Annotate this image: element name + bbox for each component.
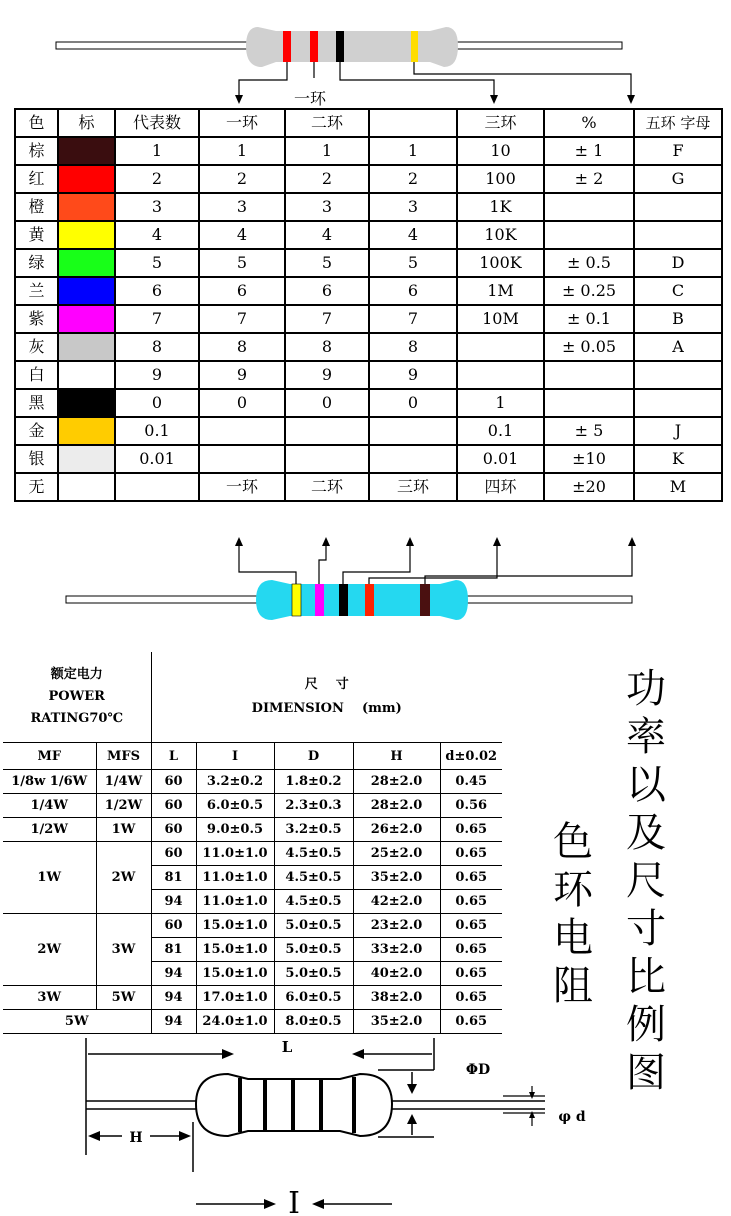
color-mult-cell: 1K [457,193,544,221]
color-tol-cell: ±10 [544,445,634,473]
dimension-mf-cell: 1/4W [3,794,96,818]
left-lead [56,42,250,49]
dimension-row [3,770,502,794]
L-label: L [281,1038,293,1056]
dimension-mf-cell: 5W [3,1010,151,1034]
dimension-mf-cell: 1W [3,842,96,914]
color-letter-cell: A [634,333,722,361]
color-ring3-cell: 0 [369,389,457,417]
dimension-mf-cell: 3W [3,986,96,1010]
color-letter-cell: J [634,417,722,445]
color-value-cell: 0.1 [115,417,199,445]
color-table-header-cell: 三环 [457,109,544,137]
dimension-d-cell: 0.65 [440,986,502,1010]
color-swatch [58,249,115,277]
bottom-band-brown [420,584,430,616]
color-ring2-cell: 4 [285,221,369,249]
color-ring1-cell: 一环 [199,473,285,501]
color-name: 兰 [15,277,58,305]
color-table-row [15,137,722,165]
color-table-row [15,277,722,305]
dimension-I-cell: 24.0±1.0 [196,1010,274,1034]
color-ring2-cell: 5 [285,249,369,277]
color-table-row [15,165,722,193]
color-swatch-fill [59,390,114,416]
H-left-arrowhead [88,1131,100,1141]
color-letter-cell: G [634,165,722,193]
color-value-cell: 5 [115,249,199,277]
dimension-header-cell: L [151,743,196,770]
color-swatch-fill [59,446,114,472]
right-lead [452,42,622,49]
I-right-arrowhead [312,1199,324,1209]
color-value-cell: 6 [115,277,199,305]
dimension-mfs-cell: 2W [96,842,151,914]
dimension-H-cell: 38±2.0 [353,986,440,1010]
color-tol-cell [544,193,634,221]
dimension-D-cell: 4.5±0.5 [274,890,353,914]
color-value-cell: 1 [115,137,199,165]
color-ring3-cell: 5 [369,249,457,277]
dimension-mf-cell: 1/2W [3,818,96,842]
color-swatch-fill [59,194,114,220]
dimension-I-cell: 15.0±1.0 [196,962,274,986]
dimension-I-cell: 11.0±1.0 [196,842,274,866]
color-mult-cell: 1M [457,277,544,305]
color-table-row [15,361,722,389]
dimension-H-cell: 35±2.0 [353,1010,440,1034]
color-ring3-cell: 9 [369,361,457,389]
dimension-header-cell: H [353,743,440,770]
color-tol-cell: ± 2 [544,165,634,193]
bottom-resistor-diagram [0,530,731,630]
color-value-cell: 3 [115,193,199,221]
color-table-header-cell: 代表数 [115,109,199,137]
dimension-D-cell: 2.3±0.3 [274,794,353,818]
color-swatch [58,277,115,305]
color-value-cell: 0 [115,389,199,417]
bottom-band-yellow [292,584,301,616]
dimension-mfs-cell: 1W [96,818,151,842]
power-rating: RATING70℃ [30,711,124,726]
dimension-table [3,652,502,1034]
dimension-row [3,842,502,866]
color-ring2-cell [285,417,369,445]
color-value-cell: 2 [115,165,199,193]
band-black [336,31,344,62]
color-table-row [15,389,722,417]
color-ring1-cell: 8 [199,333,285,361]
color-tol-cell: ±20 [544,473,634,501]
dimension-L-cell: 60 [151,818,196,842]
color-swatch [58,473,115,501]
dimension-D-cell: 8.0±0.5 [274,1010,353,1034]
color-ring2-cell: 3 [285,193,369,221]
dimension-L-cell: 94 [151,890,196,914]
color-swatch [58,389,115,417]
color-name: 橙 [15,193,58,221]
color-tol-cell: ± 0.1 [544,305,634,333]
dimension-d-cell: 0.65 [440,1010,502,1034]
unit-label: (mm) [362,701,402,716]
color-mult-cell: 100K [457,249,544,277]
color-tol-cell: ± 0.05 [544,333,634,361]
dimension-D-cell: 6.0±0.5 [274,986,353,1010]
dimension-d-cell: 0.65 [440,890,502,914]
color-swatch [58,417,115,445]
color-mult-cell: 10K [457,221,544,249]
color-ring3-cell: 三环 [369,473,457,501]
color-table-header-cell: 五环 字母 [634,109,722,137]
dimension-header [151,652,502,743]
color-value-cell: 4 [115,221,199,249]
resistor-body [246,27,458,67]
bottom-leader-lines [239,542,632,588]
top-ring-label: 一环 [293,89,327,108]
dimension-d-cell: 0.65 [440,818,502,842]
color-swatch [58,361,115,389]
band-red-2 [310,31,318,62]
color-ring2-cell [285,445,369,473]
color-swatch-fill [59,474,114,500]
color-ring2-cell: 2 [285,165,369,193]
color-table-header-cell [369,109,457,137]
color-mult-cell [457,333,544,361]
dimension-D-cell: 1.8±0.2 [274,770,353,794]
color-swatch-fill [59,306,114,332]
dimension-I-cell: 11.0±1.0 [196,890,274,914]
color-ring1-cell: 6 [199,277,285,305]
color-letter-cell: D [634,249,722,277]
right-title: 功 率 以 及 尺 寸 比 例 图 [626,666,666,1096]
color-ring1-cell [199,445,285,473]
color-name: 绿 [15,249,58,277]
color-table-row [15,249,722,277]
color-swatch-fill [59,362,114,388]
color-table-row [15,333,722,361]
color-ring3-cell: 6 [369,277,457,305]
color-table-header-cell: % [544,109,634,137]
color-table-row [15,417,722,445]
color-ring3-cell [369,445,457,473]
color-tol-cell [544,221,634,249]
dimension-L-cell: 94 [151,1010,196,1034]
dimension-mf-cell: 1/8w 1/6W [3,770,96,794]
dimension-L-cell: 94 [151,986,196,1010]
dimension-row [3,794,502,818]
bottom-band-black [339,584,348,616]
power-rating-header [3,652,151,743]
color-name: 黑 [15,389,58,417]
dimension-D-cell: 5.0±0.5 [274,938,353,962]
dimension-L-cell: 94 [151,962,196,986]
color-name: 无 [15,473,58,501]
dimension-header-cell: I [196,743,274,770]
color-value-cell: 0.01 [115,445,199,473]
color-letter-cell [634,361,722,389]
bottom-right-lead [462,596,632,603]
color-mult-cell: 100 [457,165,544,193]
dimension-header-cell: MFS [96,743,151,770]
color-ring3-cell: 4 [369,221,457,249]
color-letter-cell: C [634,277,722,305]
color-swatch-fill [59,250,114,276]
dimension-mfs-cell: 1/2W [96,794,151,818]
dimension-I-cell: 3.2±0.2 [196,770,274,794]
color-letter-cell [634,389,722,417]
bottom-left-lead [66,596,260,603]
color-mult-cell [457,361,544,389]
left-title: 色 环 电 阻 [553,819,593,1009]
color-ring1-cell: 7 [199,305,285,333]
I-left-arrowhead [264,1199,276,1209]
dimension-label: DIMENSION [251,701,344,716]
dimension-D-cell: 4.5±0.5 [274,842,353,866]
color-ring2-cell: 6 [285,277,369,305]
band-red-1 [283,31,291,62]
color-ring3-cell: 1 [369,137,457,165]
color-name: 金 [15,417,58,445]
dimension-d-cell: 0.56 [440,794,502,818]
dimension-D-cell: 5.0±0.5 [274,962,353,986]
dimension-I-cell: 6.0±0.5 [196,794,274,818]
dimension-d-cell: 0.65 [440,938,502,962]
dimension-drawing [0,1030,731,1216]
dimension-L-cell: 81 [151,938,196,962]
color-ring2-cell: 1 [285,137,369,165]
color-name: 棕 [15,137,58,165]
dimension-header-cell: D [274,743,353,770]
top-resistor-diagram [0,0,731,108]
dimension-en [152,697,503,721]
power-en: POWER [48,689,105,704]
color-table-row [15,193,722,221]
color-mult-cell: 0.1 [457,417,544,445]
color-swatch-fill [59,166,114,192]
color-ring1-cell: 9 [199,361,285,389]
color-mult-cell: 1 [457,389,544,417]
color-table-row [15,445,722,473]
power-cn: 额定电力 [50,667,103,682]
dimension-I-cell: 11.0±1.0 [196,866,274,890]
color-tol-cell: ± 0.25 [544,277,634,305]
color-ring2-cell: 7 [285,305,369,333]
D-arrowhead-bottom [407,1114,417,1124]
color-swatch-fill [59,334,114,360]
color-letter-cell: B [634,305,722,333]
color-name: 银 [15,445,58,473]
I-label: I [288,1186,300,1216]
L-right-arrowhead [352,1049,364,1059]
color-name: 紫 [15,305,58,333]
dimension-d-cell: 0.45 [440,770,502,794]
color-tol-cell: ± 5 [544,417,634,445]
dimension-row [3,914,502,938]
color-ring1-cell: 3 [199,193,285,221]
color-mult-cell: 10M [457,305,544,333]
color-swatch [58,221,115,249]
d-arrowhead-bottom [529,1111,535,1118]
color-ring3-cell: 7 [369,305,457,333]
dimension-I-cell: 9.0±0.5 [196,818,274,842]
dimension-D-cell: 3.2±0.5 [274,818,353,842]
band-gold [411,31,418,62]
color-letter-cell [634,193,722,221]
dimension-header-cell: d±0.02 [440,743,502,770]
color-tol-cell: ± 1 [544,137,634,165]
dimension-d-cell: 0.65 [440,914,502,938]
color-swatch-fill [59,278,114,304]
dimension-header-cell: MF [3,743,96,770]
color-ring3-cell: 2 [369,165,457,193]
color-ring3-cell: 3 [369,193,457,221]
dimension-H-cell: 28±2.0 [353,794,440,818]
color-value-cell: 7 [115,305,199,333]
bottom-band-red [365,584,374,616]
dimension-H-cell: 26±2.0 [353,818,440,842]
color-ring1-cell: 2 [199,165,285,193]
bottom-band-violet [315,584,324,616]
color-letter-cell: F [634,137,722,165]
d-label: φ d [558,1109,586,1125]
color-swatch [58,137,115,165]
color-letter-cell [634,221,722,249]
color-letter-cell: M [634,473,722,501]
color-swatch-fill [59,418,114,444]
color-swatch-fill [59,138,114,164]
color-value-cell: 9 [115,361,199,389]
dimension-H-cell: 33±2.0 [353,938,440,962]
H-right-arrowhead [179,1131,191,1141]
color-swatch [58,165,115,193]
color-letter-cell: K [634,445,722,473]
dimension-mf-cell: 2W [3,914,96,986]
dimension-d-cell: 0.65 [440,866,502,890]
D-label: ΦD [465,1062,491,1078]
color-swatch [58,333,115,361]
color-table-header-cell: 一环 [199,109,285,137]
dimension-row [3,986,502,1010]
dimension-row [3,818,502,842]
color-name: 灰 [15,333,58,361]
color-ring1-cell: 0 [199,389,285,417]
dimension-I-cell: 17.0±1.0 [196,986,274,1010]
dimension-D-cell: 4.5±0.5 [274,866,353,890]
L-left-arrowhead [222,1049,234,1059]
color-ring3-cell: 8 [369,333,457,361]
size-cn: 尺 寸 [304,677,349,692]
dimension-H-cell: 42±2.0 [353,890,440,914]
color-ring2-cell: 二环 [285,473,369,501]
color-mult-cell: 10 [457,137,544,165]
color-table-row [15,473,722,501]
dimension-mfs-cell: 3W [96,914,151,986]
color-table-row [15,305,722,333]
color-table-header-cell: 色 [15,109,58,137]
dimension-H-cell: 23±2.0 [353,914,440,938]
dimension-d-cell: 0.65 [440,962,502,986]
color-swatch-fill [59,222,114,248]
color-ring3-cell [369,417,457,445]
dimension-L-cell: 60 [151,842,196,866]
color-table-row [15,221,722,249]
color-ring2-cell: 8 [285,333,369,361]
color-table-header-row [15,109,722,137]
color-value-cell [115,473,199,501]
color-ring1-cell: 1 [199,137,285,165]
color-table-header-cell: 二环 [285,109,369,137]
color-ring2-cell: 9 [285,361,369,389]
bottom-resistor-body [256,580,468,620]
color-swatch [58,305,115,333]
color-name: 红 [15,165,58,193]
D-arrowhead-top [407,1084,417,1094]
color-ring1-cell: 4 [199,221,285,249]
color-table-header-cell: 标 [58,109,115,137]
dimension-H-cell: 28±2.0 [353,770,440,794]
color-name: 黄 [15,221,58,249]
dimension-mfs-cell: 5W [96,986,151,1010]
color-name: 白 [15,361,58,389]
dimension-H-cell: 25±2.0 [353,842,440,866]
dimension-table-header-row [3,743,502,770]
color-code-table [14,108,723,502]
dimension-d-cell: 0.65 [440,842,502,866]
dimension-H-cell: 35±2.0 [353,866,440,890]
dimension-mfs-cell: 1/4W [96,770,151,794]
dimension-I-cell: 15.0±1.0 [196,938,274,962]
bottom-arrowheads [235,537,636,546]
dimension-L-cell: 60 [151,914,196,938]
color-ring1-cell [199,417,285,445]
color-swatch [58,193,115,221]
dimension-I-cell: 15.0±1.0 [196,914,274,938]
color-mult-cell: 四环 [457,473,544,501]
H-label: H [129,1130,143,1146]
dimension-D-cell: 5.0±0.5 [274,914,353,938]
color-tol-cell: ± 0.5 [544,249,634,277]
color-tol-cell [544,361,634,389]
dimension-H-cell: 40±2.0 [353,962,440,986]
color-ring1-cell: 5 [199,249,285,277]
color-mult-cell: 0.01 [457,445,544,473]
dimension-L-cell: 60 [151,770,196,794]
color-value-cell: 8 [115,333,199,361]
dimension-L-cell: 81 [151,866,196,890]
color-tol-cell [544,389,634,417]
color-swatch [58,445,115,473]
dimension-L-cell: 60 [151,794,196,818]
color-ring2-cell: 0 [285,389,369,417]
